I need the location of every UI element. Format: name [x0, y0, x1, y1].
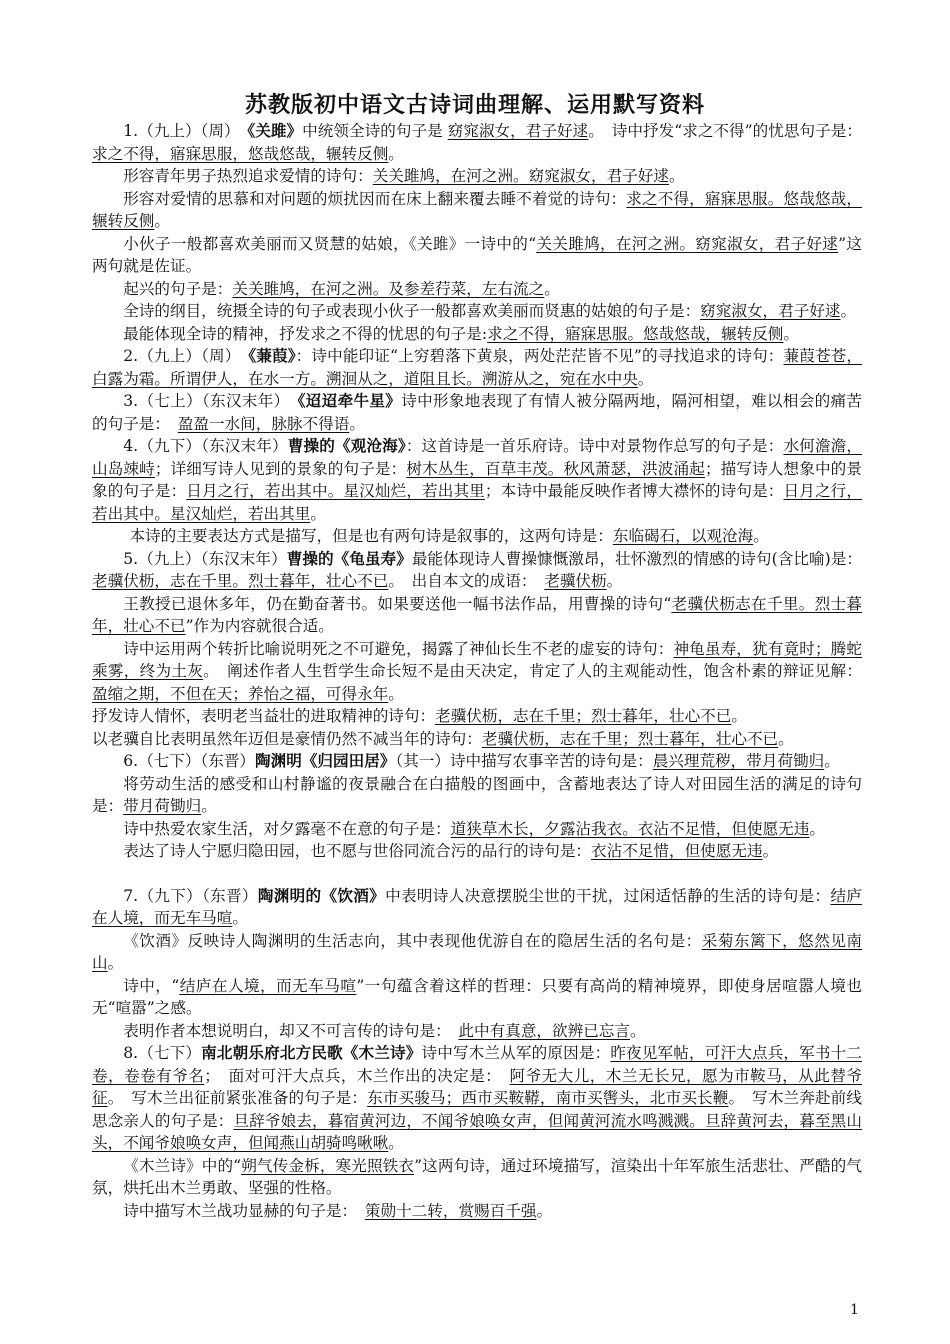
- prompt-text: 起兴的句子是：: [123, 279, 233, 298]
- prompt-text: 。: [388, 1134, 404, 1152]
- prompt-text: 。: [824, 752, 840, 770]
- prompt-text: 诗中写木兰从军的原因是：: [421, 1044, 611, 1062]
- prompt-text: ”作为内容就很合适。: [185, 617, 334, 635]
- answer-text: 求之不得，寤寐思服，悠哉悠哉，辗转反侧: [92, 144, 389, 163]
- answer-text: 日月之行，若出其中。星汉灿烂，若出其里: [92, 482, 862, 523]
- prompt-text: 。: [840, 302, 857, 320]
- prompt-text: 。 阐述作者人生哲学生命长短不是由天决定，肯定了人的主观能动性，饱含朴素的辩证见解：: [203, 662, 862, 680]
- prompt-text: 以老骥自比表明虽然年迈但是豪情仍然不减当年的诗句：: [92, 729, 482, 748]
- prompt-text: 中统领全诗的句子是: [302, 122, 448, 140]
- prompt-text: 7.（九下）（东晋）: [123, 886, 258, 905]
- paragraph: [92, 930, 862, 975]
- answer-text: 老骥伏枥，志在千里；烈士暮年，壮心不已: [435, 707, 732, 725]
- prompt-text: 最能体现诗人曹操慷慨激昂，壮怀激烈的情感的诗句(含比喻)是：: [411, 549, 862, 568]
- prompt-text: ”这两句诗，通过环境描写，渲染出十年军旅生活悲壮、严酷的气氛，烘托出木兰勇敢、坚强的性格。: [92, 1156, 862, 1197]
- prompt-text: ”一句蕴含着这样的哲理：只要有高尚的精神境界，即使身居喧嚣人境也无“喧嚣”之感。: [92, 976, 862, 1017]
- answer-text: 关关雎鸠，在河之洲。窈窕淑女，君子好逑: [372, 167, 669, 185]
- paragraph: [92, 840, 862, 863]
- poem-title: 《关雎》: [247, 121, 303, 140]
- paragraph: [92, 120, 862, 165]
- answer-text: 朔气传金柝，寒光照铁衣: [241, 1156, 415, 1175]
- answer-text: 关关雎鸠，在河之洲。及参差荇菜，左右流之: [232, 279, 545, 298]
- prompt-text: 5.（九上）（东汉末年）: [123, 549, 287, 568]
- prompt-text: 。: [778, 729, 794, 748]
- prompt-text: 。 出自本文的成语：: [388, 572, 545, 590]
- answer-text: 求之不得，寤寐思服。悠哉悠哉，辗转反侧: [487, 324, 784, 343]
- prompt-text: 抒发诗人情怀，表明老当益壮的进取精神的诗句：: [92, 707, 436, 725]
- answer-text: 旦辞爷娘去，暮宿黄河边，不闻爷娘唤女声，但闻黄河流水鸣溅溅。旦辞黄河去，暮至黑山头，不闻爷娘唤女声，但闻燕山胡骑鸣啾啾: [92, 1111, 862, 1152]
- paragraph: [92, 773, 862, 818]
- prompt-text: 表明作者本想说明白，却又不可言传的诗句是：: [123, 1021, 459, 1040]
- answer-text: 阿爷无大儿，木兰无长兄，愿为市鞍马，从此替爷征: [92, 1066, 862, 1107]
- prompt-text: 。: [637, 369, 654, 388]
- prompt-text: 。: [783, 324, 800, 343]
- page-number: 1: [850, 1302, 859, 1318]
- prompt-text: ；本诗中最能反映作者博大襟怀的诗句是：: [484, 482, 784, 500]
- prompt-text: 最能体现全诗的精神，抒发求之不得的忧思的句子是:: [123, 324, 488, 343]
- answer-text: 晨兴理荒秽，带月荷锄归: [652, 752, 825, 770]
- prompt-text: 中表明诗人决意摆脱尘世的干扰，过闲适恬静的生活的诗句是：: [385, 886, 831, 905]
- answer-text: 日月之行，若出其中。星汉灿烂，若出其里: [186, 482, 485, 500]
- prompt-text: 。: [154, 212, 170, 230]
- document-title: 苏教版初中语文古诗词曲理解、运用默写资料: [244, 92, 705, 118]
- prompt-text: 。: [606, 572, 623, 590]
- prompt-text: 。: [669, 167, 685, 185]
- poem-title: 曹操的《观沧海》: [287, 436, 406, 455]
- poem-title: 陶渊明的《饮酒》: [257, 885, 386, 905]
- prompt-text: 6.（七下）（东晋）: [123, 752, 256, 770]
- prompt-text: 小伙子一般都喜欢美丽而又贤慧的姑娘，《关雎》一诗中的“: [123, 234, 537, 253]
- prompt-text: 。: [809, 819, 825, 838]
- paragraph: [92, 1020, 862, 1043]
- prompt-text: 形容青年男子热烈追求爱情的诗句：: [123, 167, 373, 185]
- answer-text: 窈窕淑女，君子好逑: [447, 122, 589, 140]
- prompt-text: 《饮酒》反映诗人陶渊明的生活志向，其中表现他优游自在的隐居生活的名句是：: [123, 931, 702, 950]
- answer-text: 采菊东篱下，悠然见南山: [92, 931, 862, 972]
- poem-title: 曹操的《龟虽寿》: [286, 548, 412, 568]
- prompt-text: 。 写木兰出征前紧张准备的句子是：: [107, 1089, 368, 1107]
- prompt-text: 1.（九上）（周）: [123, 122, 248, 140]
- prompt-text: 8.（七下）: [123, 1044, 202, 1062]
- answer-text: 盈盈一水间，脉脉不得语: [177, 414, 350, 433]
- paragraph: [92, 278, 862, 301]
- prompt-text: 形容对爱情的思慕和对问题的烦扰因而在床上翻来覆去睡不着觉的诗句：: [123, 189, 627, 208]
- prompt-text: 。: [388, 684, 404, 703]
- answer-text: 结庐在人境，而无车马喧: [179, 976, 357, 995]
- answer-text: 神龟虽寿，犹有竟时；腾蛇乘雾，终为土灰: [92, 639, 862, 680]
- answer-text: 水何澹澹，山岛竦峙: [92, 437, 862, 478]
- answer-text: 老骥伏枥，志在千里；烈士暮年，壮心不已: [481, 729, 779, 748]
- prompt-text: 诗中热爱农家生活，对夕露毫不在意的句子是：: [123, 819, 451, 838]
- prompt-text: 。: [544, 279, 560, 298]
- answer-text: 东临碣石，以观沧海: [612, 527, 754, 545]
- answer-text: 衣沾不足惜，但使愿无违: [591, 842, 763, 860]
- answer-text: 策勋十二转，赏赐百千强: [364, 1201, 537, 1220]
- paragraph: [92, 300, 862, 323]
- prompt-text: 。: [630, 1021, 646, 1040]
- paragraph: [92, 750, 862, 773]
- prompt-text: 。: [232, 909, 248, 927]
- prompt-text: 诗中运用两个转折比喻说明死之不可避免，揭露了神仙长生不老的虚妄的诗句：: [123, 639, 674, 658]
- paragraph-gap: [92, 863, 862, 885]
- prompt-text: 全诗的纲目，统摄全诗的句子或表现小伙子一般都喜欢美丽而贤惠的姑娘的句子是：: [123, 302, 701, 320]
- paragraph: [92, 165, 862, 188]
- paragraph: [92, 885, 862, 930]
- paragraph: [92, 233, 862, 278]
- answer-text: 老骥伏枥，志在千里。烈士暮年，壮心不已: [92, 572, 389, 590]
- paragraph: [92, 390, 862, 435]
- paragraph: [92, 345, 862, 390]
- answer-text: 昨夜见军帖，可汗大点兵，军书十二卷，卷卷有爷名: [92, 1044, 862, 1085]
- paragraph: [92, 1200, 862, 1223]
- answer-text: 结庐在人境，而无车马喧: [92, 886, 862, 927]
- answer-text: 窈窕淑女，君子好逑: [700, 302, 841, 320]
- prompt-text: 诗中描写木兰战功显赫的句子是：: [123, 1201, 365, 1220]
- answer-text: 老骥伏枥: [544, 572, 607, 590]
- answer-text: 东市买骏马；西市买鞍鞯，南市买辔头，北市买长鞭: [367, 1089, 729, 1107]
- prompt-text: ：诗中能印证“上穷碧落下黄泉，两处茫茫皆不见”的寻找追求的诗句：: [295, 347, 784, 365]
- document-body: [92, 120, 862, 1222]
- answer-text: 求之不得，寤寐思服。悠哉悠哉，辗转反侧: [92, 189, 862, 230]
- prompt-text: 。: [310, 504, 326, 523]
- paragraph: [92, 1155, 862, 1200]
- answer-text: 老骥伏枥志在千里。烈士暮年，壮心不已: [92, 594, 862, 635]
- prompt-text: ；描写诗人想象中的景象的句子是：: [92, 459, 862, 500]
- paragraph: [92, 728, 862, 751]
- prompt-text: 。: [762, 842, 779, 860]
- poem-title: 《蒹葭》: [248, 346, 296, 365]
- prompt-text: 。: [753, 527, 769, 545]
- poem-title: 陶渊明《归园田居》: [255, 751, 396, 770]
- prompt-text: 。 写木兰奔赴前线思念亲人的句子是：: [92, 1089, 862, 1130]
- answer-text: 蒹葭苍苍，白露为霜。所谓伊人，在水一方。溯洄从之，道阻且长。溯游从之，宛在水中央: [92, 347, 862, 388]
- answer-text: 道狭草木长，夕露沾我衣。衣沾不足惜，但使愿无违: [450, 819, 810, 838]
- answer-text: 关关雎鸠，在河之洲。窈窕淑女，君子好逑: [536, 234, 839, 253]
- prompt-text: 本诗的主要表达方式是描写，但是也有两句诗是叙事的，这两句诗是：: [129, 527, 613, 545]
- paragraph: [92, 435, 862, 525]
- prompt-text: ； 面对可汗大点兵，木兰作出的决定是：: [204, 1066, 510, 1085]
- answer-text: 盈缩之期，不但在天；养怡之福，可得永年: [92, 684, 389, 703]
- prompt-text: 将劳动生活的感受和山村静谧的夜景融合在白描般的图画中，含蓄地表达了诗人对田园生活的满足的诗句是：: [92, 774, 862, 815]
- paragraph: [92, 188, 862, 233]
- prompt-text: 表达了诗人宁愿归隐田园，也不愿与世俗同流合污的品行的诗句是：: [123, 842, 592, 860]
- paragraph: [92, 323, 862, 346]
- prompt-text: 。 诗中抒发“求之不得”的忧思句子是：: [588, 122, 862, 140]
- poem-title: 南北朝乐府北方民歌《木兰诗》: [201, 1043, 422, 1062]
- prompt-text: 诗中形象地表现了有情人被分隔两地，隔河相望，难以相会的痛苦的句子是：: [92, 392, 863, 433]
- paragraph: [92, 593, 862, 638]
- prompt-text: 《木兰诗》中的“: [123, 1156, 242, 1175]
- paragraph: [92, 638, 862, 706]
- answer-text: 此中有真意，欲辨已忘言: [458, 1021, 630, 1040]
- prompt-text: ：这首诗是一首乐府诗。诗中对景物作总写的句子是：: [405, 437, 784, 455]
- prompt-text: 。: [107, 954, 124, 972]
- paragraph: [92, 705, 862, 728]
- paragraph: [92, 818, 862, 841]
- prompt-text: 诗中，“: [123, 976, 180, 995]
- prompt-text: 王教授已退休多年，仍在勤奋著书。如果要送他一幅书法作品，用曹操的诗句“: [123, 594, 672, 613]
- prompt-text: 。: [349, 414, 365, 433]
- answer-text: 带月荷锄归: [123, 797, 202, 815]
- prompt-text: 3.（七上）（东汉末年）: [123, 392, 298, 410]
- paragraph: [92, 548, 862, 593]
- paragraph: [92, 525, 862, 548]
- answer-text: 树木丛生，百草丰茂。秋风萧瑟，洪波涌起: [406, 459, 705, 478]
- poem-title: 《迢迢牵牛星》: [297, 391, 402, 410]
- prompt-text: 4.（九下）（东汉末年）: [123, 437, 288, 455]
- prompt-text: 2.（九上）（周）: [123, 347, 249, 365]
- prompt-text: 。: [536, 1201, 553, 1220]
- prompt-text: ；详细写诗人见到的景象的句子是：: [154, 459, 407, 478]
- prompt-text: ”这两句就是佐证。: [92, 234, 862, 275]
- prompt-text: （其一）诗中描写农事辛苦的诗句是：: [395, 752, 653, 770]
- prompt-text: 。: [388, 144, 404, 163]
- paragraph: [92, 1042, 862, 1155]
- prompt-text: 。: [201, 797, 217, 815]
- paragraph: [92, 975, 862, 1020]
- prompt-text: 。: [731, 707, 747, 725]
